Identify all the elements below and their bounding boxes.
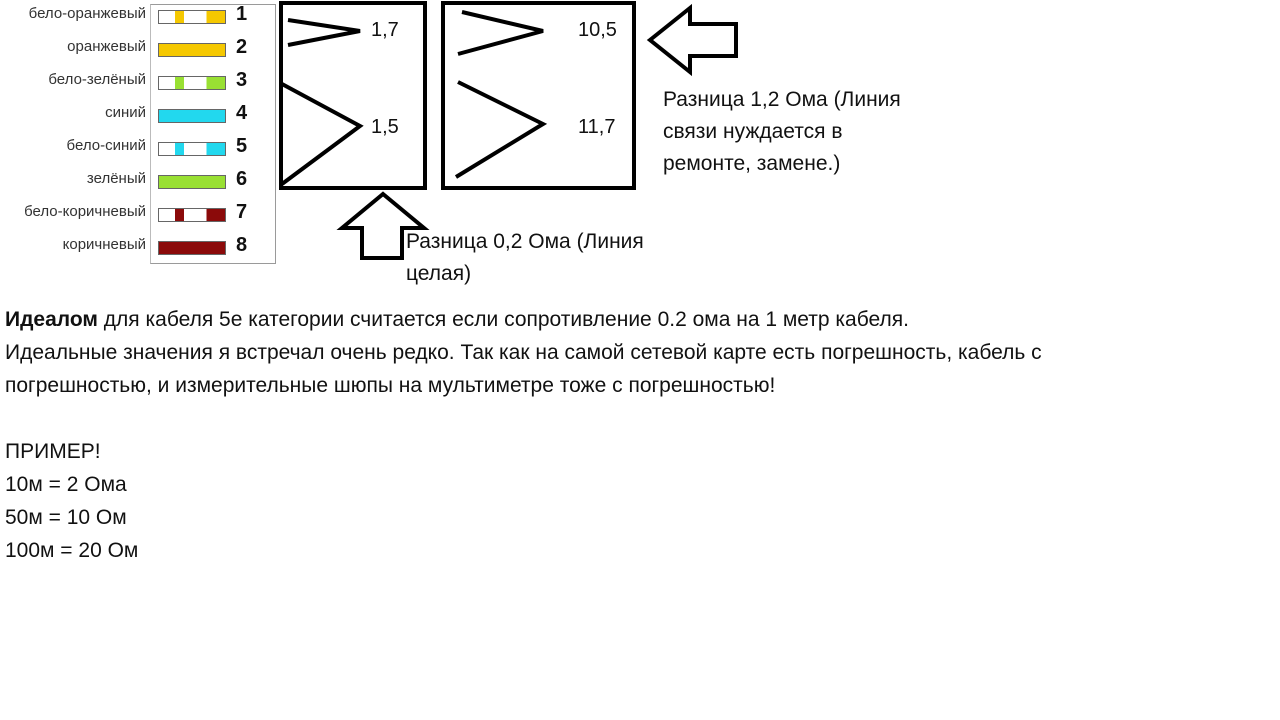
right-bottom-zigzag (456, 82, 543, 177)
body-line-2: Идеальные значения я встречал очень редко. Так как на самой сетевой карте есть погрешность, кабель с (5, 341, 1042, 364)
right-note-line: ремонте, замене.) (663, 152, 841, 175)
wire-label: бело-синий (66, 137, 146, 154)
wire-label: синий (105, 104, 146, 121)
right-top-zigzag (458, 12, 543, 54)
body-line-1-rest: для кабеля 5е категории считается если сопротивление 0.2 ома на 1 метр кабеля. (97, 308, 909, 331)
wire-number: 3 (236, 69, 248, 91)
right-difference-note (663, 84, 901, 180)
wire-label: бело-оранжевый (28, 5, 146, 22)
right-note-line: связи нуждается в (663, 120, 843, 143)
wire-number: 1 (236, 3, 248, 25)
bottom-note-line: Разница 0,2 Ома (Линия (406, 230, 644, 253)
wire-label: коричневый (62, 236, 146, 253)
example-line: 50м = 10 Ом (5, 506, 127, 529)
bottom-note-line: целая) (406, 262, 472, 285)
wire-number: 5 (236, 135, 248, 157)
wire-label: оранжевый (67, 38, 146, 55)
ideal-bold: Идеалом (5, 308, 98, 331)
left-arrow-icon (650, 8, 736, 72)
right-bottom-value: 11,7 (578, 116, 616, 138)
body-line-3: погрешностью, и измерительные шюпы на мультиметре тоже с погрешностью! (5, 374, 776, 397)
wire-number: 8 (236, 234, 248, 256)
left-bottom-value: 1,5 (371, 116, 399, 138)
wire-label: зелёный (86, 170, 146, 187)
right-top-value: 10,5 (578, 19, 617, 41)
wire-label: бело-зелёный (48, 71, 146, 88)
example-title: ПРИМЕР! (5, 440, 101, 463)
wire-number: 7 (236, 201, 248, 223)
wire-number: 2 (236, 36, 248, 58)
wire-number: 6 (236, 168, 248, 190)
left-top-value: 1,7 (371, 19, 399, 41)
right-note-line: Разница 1,2 Ома (Линия (663, 88, 901, 111)
left-bottom-zigzag (282, 84, 360, 184)
body-line-1 (5, 303, 1042, 336)
example-line: 10м = 2 Ома (5, 473, 127, 496)
example-line: 100м = 20 Ом (5, 539, 139, 562)
wire-number: 4 (236, 102, 248, 124)
wire-label: бело-коричневый (24, 203, 146, 220)
bottom-difference-note (406, 226, 644, 290)
left-top-zigzag (288, 20, 360, 45)
body-text (5, 303, 1042, 567)
